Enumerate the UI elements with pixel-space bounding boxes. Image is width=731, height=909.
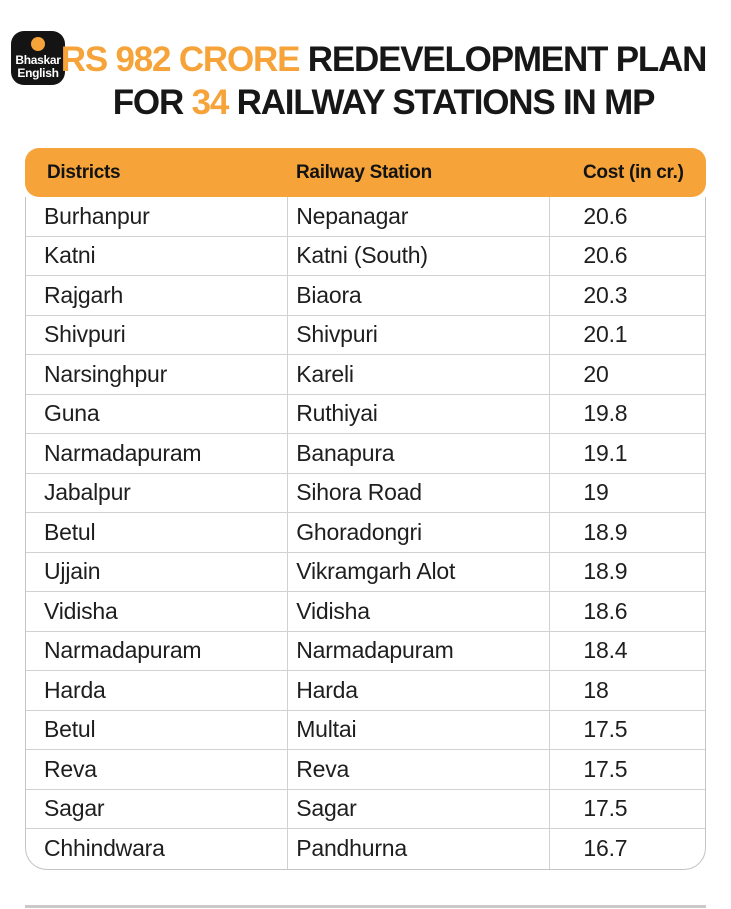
cell-station: Sagar [287, 790, 549, 829]
table-row [26, 829, 705, 869]
table-row [26, 355, 705, 395]
cell-district: Rajgarh [44, 281, 124, 308]
table-row [26, 434, 705, 474]
cell-cost: 16.7 [549, 829, 705, 869]
cell-cost: 20.3 [549, 276, 705, 315]
page-title [40, 38, 727, 124]
cell-cost: 17.5 [549, 750, 705, 789]
cell-station: Multai [287, 711, 549, 750]
cell-station: Pandhurna [287, 829, 549, 869]
table-row [26, 790, 705, 830]
cell-station: Ruthiyai [287, 395, 549, 434]
cell-district: Jabalpur [44, 479, 131, 506]
table-row [26, 197, 705, 237]
title-amount-highlight: RS 982 CRORE [60, 40, 300, 79]
cell-district: Ujjain [44, 558, 101, 585]
cell-station: Vidisha [287, 592, 549, 631]
logo-text-line2: English [17, 66, 59, 80]
table-row [26, 474, 705, 514]
cell-district: Narmadapuram [44, 637, 202, 664]
cell-cost: 17.5 [549, 790, 705, 829]
table-row [26, 513, 705, 553]
cell-station: Ghoradongri [287, 513, 549, 552]
cell-district: Betul [44, 716, 96, 743]
cell-cost: 18.9 [549, 513, 705, 552]
cell-station: Vikramgarh Alot [287, 553, 549, 592]
cell-district: Betul [44, 518, 96, 545]
cell-cost: 19.1 [549, 434, 705, 473]
header-cell-cost: Cost (in cr.) [583, 161, 684, 183]
table-row [26, 671, 705, 711]
cell-district: Narmadapuram [44, 439, 202, 466]
cell-cost: 20 [549, 355, 705, 394]
title-line-1-rest: REDEVELOPMENT PLAN [299, 40, 707, 79]
cell-district: Katni [44, 242, 96, 269]
cell-cost: 18 [549, 671, 705, 710]
cell-district: Harda [44, 676, 106, 703]
cell-cost: 18.9 [549, 553, 705, 592]
table-row [26, 276, 705, 316]
cell-station: Nepanagar [287, 197, 549, 236]
cell-cost: 19 [549, 474, 705, 513]
cell-station: Shivpuri [287, 316, 549, 355]
cell-cost: 19.8 [549, 395, 705, 434]
table-row [26, 395, 705, 435]
table-body [25, 197, 706, 870]
bottom-section-divider [25, 905, 706, 908]
title-line-2 [40, 81, 727, 124]
cell-district: Burhanpur [44, 202, 150, 229]
cell-cost: 20.1 [549, 316, 705, 355]
title-count-highlight: 34 [191, 83, 229, 122]
cell-district: Narsinghpur [44, 360, 168, 387]
table-row [26, 750, 705, 790]
cell-station: Reva [287, 750, 549, 789]
cell-district: Shivpuri [44, 321, 126, 348]
title-line-2-pre: FOR [112, 83, 192, 122]
cell-cost: 20.6 [549, 237, 705, 276]
table-row [26, 316, 705, 356]
table-row [26, 237, 705, 277]
cell-station: Biaora [287, 276, 549, 315]
cell-district: Vidisha [44, 597, 118, 624]
cell-station: Narmadapuram [287, 632, 549, 671]
cell-station: Banapura [287, 434, 549, 473]
cell-cost: 20.6 [549, 197, 705, 236]
table-header [25, 148, 706, 197]
header-cell-districts: Districts [47, 161, 121, 183]
cell-district: Guna [44, 400, 100, 427]
cell-district: Sagar [44, 795, 105, 822]
table-row [26, 553, 705, 593]
table-row [26, 632, 705, 672]
cell-station: Sihora Road [287, 474, 549, 513]
table-row [26, 592, 705, 632]
cell-station: Kareli [287, 355, 549, 394]
header-cell-railway-station: Railway Station [296, 161, 432, 183]
stations-table [25, 148, 706, 870]
title-line-1 [40, 38, 727, 81]
cell-station: Katni (South) [287, 237, 549, 276]
cell-station: Harda [287, 671, 549, 710]
logo-text-line1: Bhaskar [15, 53, 61, 67]
cell-cost: 18.6 [549, 592, 705, 631]
cell-cost: 17.5 [549, 711, 705, 750]
title-line-2-rest: RAILWAY STATIONS IN MP [228, 83, 655, 122]
cell-cost: 18.4 [549, 632, 705, 671]
table-row [26, 711, 705, 751]
cell-district: Reva [44, 755, 97, 782]
cell-district: Chhindwara [44, 835, 165, 862]
